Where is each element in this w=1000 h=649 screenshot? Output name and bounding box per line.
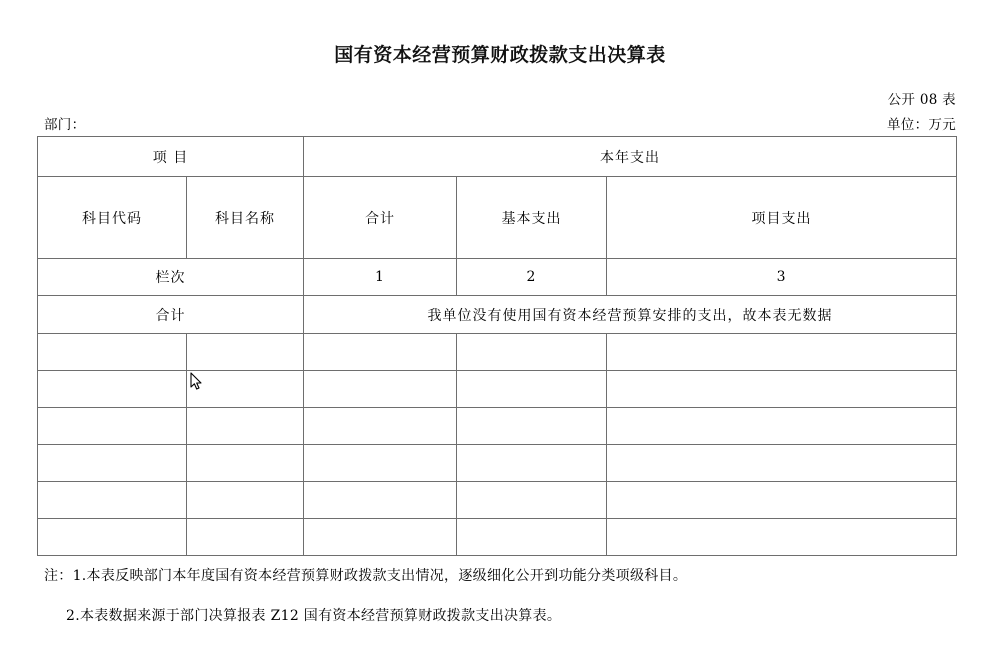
table-cell-subject-code [38,371,187,408]
table-cell-total [304,408,457,445]
table-cell-project-expenditure [607,334,957,371]
column-header-project-expenditure: 项目支出 [607,177,957,259]
table-cell-basic-expenditure [457,371,607,408]
lane-number-2: 2 [457,259,607,296]
table-column-header-row [38,177,957,259]
table-row [38,334,957,371]
table-cell-subject-code [38,445,187,482]
table-cell-basic-expenditure [457,334,607,371]
table-row [38,408,957,445]
form-number-label: 公开 08 表 [887,92,956,108]
table-cell-subject-name [187,371,304,408]
group-header-current-year: 本年支出 [304,137,957,177]
table-cell-basic-expenditure [457,519,607,556]
table-row [38,519,957,556]
table-cell-subject-code [38,334,187,371]
table-cell-project-expenditure [607,519,957,556]
table-cell-basic-expenditure [457,408,607,445]
table-cell-total [304,482,457,519]
table-group-header-row [38,137,957,177]
table-cell-subject-name [187,519,304,556]
column-header-subject-code: 科目代码 [38,177,187,259]
table-cell-subject-code [38,482,187,519]
table-cell-project-expenditure [607,482,957,519]
footnote-2: 2.本表数据来源于部门决算报表 Z12 国有资本经营预算财政拨款支出决算表。 [66,608,562,624]
total-row-note: 我单位没有使用国有资本经营预算安排的支出，故本表无数据 [304,296,957,334]
group-header-item: 项 目 [38,137,304,177]
table-cell-total [304,445,457,482]
column-header-subject-name: 科目名称 [187,177,304,259]
table-cell-subject-name [187,408,304,445]
table-cell-total [304,334,457,371]
total-row-label: 合计 [38,296,304,334]
table-cell-project-expenditure [607,371,957,408]
unit-label: 单位：万元 [887,117,956,133]
table-lane-row [38,259,957,296]
table-total-row [38,296,957,334]
footnote-1: 注：1.本表反映部门本年度国有资本经营预算财政拨款支出情况，逐级细化公开到功能分类项级科目。 [44,568,688,584]
lane-number-1: 1 [304,259,457,296]
table-row [38,445,957,482]
column-header-total: 合计 [304,177,457,259]
table-cell-subject-name [187,445,304,482]
lane-number-3: 3 [607,259,957,296]
table-cell-total [304,371,457,408]
page-title: 国有资本经营预算财政拨款支出决算表 [334,44,666,66]
table-cell-project-expenditure [607,408,957,445]
table-cell-basic-expenditure [457,482,607,519]
table-cell-basic-expenditure [457,445,607,482]
lane-row-label: 栏次 [38,259,304,296]
table-cell-subject-name [187,334,304,371]
table-cell-subject-code [38,519,187,556]
table-cell-total [304,519,457,556]
table-cell-subject-code [38,408,187,445]
table-cell-project-expenditure [607,445,957,482]
department-label: 部门： [44,117,86,133]
column-header-basic-expenditure: 基本支出 [457,177,607,259]
budget-expenditure-table [37,136,957,556]
table-row [38,482,957,519]
table-cell-subject-name [187,482,304,519]
table-row [38,371,957,408]
